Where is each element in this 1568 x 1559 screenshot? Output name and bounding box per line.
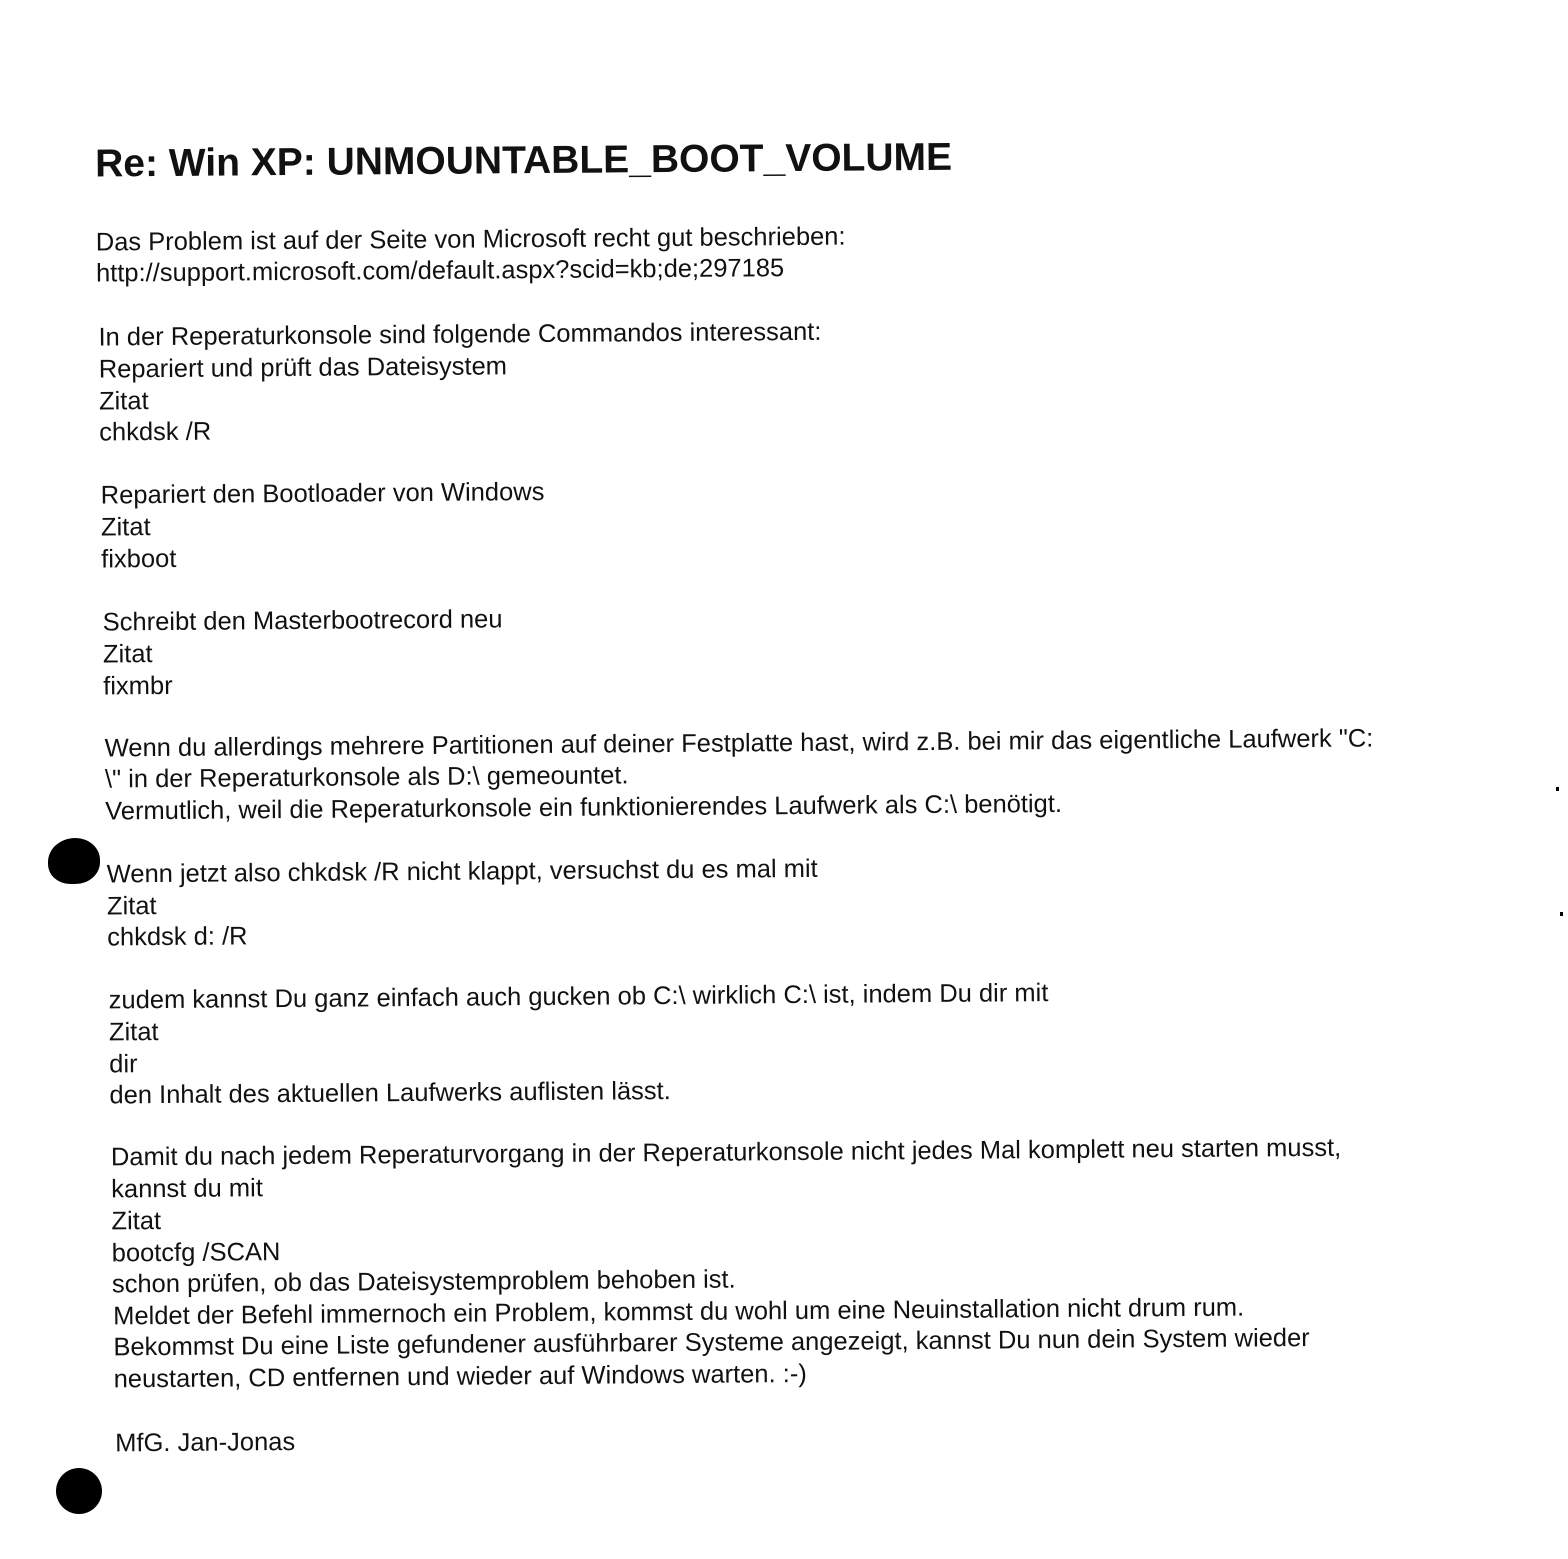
text-line: Bekommst Du eine Liste gefundener ausführbarer Systeme angezeigt, kannst Du nun dein System wieder — [113, 1324, 1310, 1362]
text-line: kannst du mit — [111, 1174, 263, 1204]
text-line: Meldet der Befehl immernoch ein Problem, kommst du wohl um eine Neuinstallation nicht drum rum. — [113, 1293, 1245, 1331]
text-line: fixboot — [101, 544, 177, 574]
text-line: Wenn jetzt also chkdsk /R nicht klappt, versuchst du es mal mit — [106, 854, 818, 889]
text-line: \" in der Reperaturkonsole als D:\ gemeountet. — [104, 761, 629, 794]
text-line: Zitat — [102, 640, 153, 669]
punch-hole-mark — [48, 838, 100, 884]
text-line: Zitat — [108, 1018, 159, 1047]
text-line: In der Reperaturkonsole sind folgende Commandos interessant: — [98, 317, 822, 352]
signature-line: MfG. Jan-Jonas — [115, 1427, 296, 1458]
text-line: Repariert den Bootloader von Windows — [100, 477, 545, 510]
text-line: chkdsk d: /R — [107, 922, 248, 952]
scan-speck — [1560, 912, 1563, 916]
text-line: http://support.microsoft.com/default.aspx?scid=kb;de;297185 — [95, 254, 785, 288]
text-line: bootcfg /SCAN — [111, 1238, 281, 1268]
text-line: Zitat — [98, 387, 149, 416]
text-line: neustarten, CD entfernen und wieder auf Windows warten. :-) — [113, 1359, 807, 1394]
text-line: Repariert und prüft das Dateisystem — [98, 352, 508, 384]
page-title: Re: Win XP: UNMOUNTABLE_BOOT_VOLUME — [94, 135, 953, 186]
scan-speck — [1556, 787, 1559, 791]
text-line: Zitat — [100, 513, 151, 542]
text-line: den Inhalt des aktuellen Laufwerks auflisten lässt. — [109, 1077, 671, 1110]
text-line: schon prüfen, ob das Dateisystemproblem behoben ist. — [111, 1265, 736, 1299]
text-line: Schreibt den Masterbootrecord neu — [102, 605, 503, 637]
text-line: Wenn du allerdings mehrere Partitionen auf deiner Festplatte hast, wird z.B. bei mir das eigentliche Laufwerk "C: — [104, 724, 1374, 763]
text-line: dir — [109, 1050, 138, 1079]
text-line: Das Problem ist auf der Seite von Microsoft recht gut beschrieben: — [95, 222, 846, 257]
text-line: Damit du nach jedem Reperaturvorgang in der Reperaturkonsole nicht jedes Mal komplett neu starten musst, — [110, 1133, 1342, 1172]
text-line: Vermutlich, weil die Reperaturkonsole ein funktionierendes Laufwerk als C:\ benötigt. — [105, 789, 1063, 826]
text-line: Zitat — [111, 1207, 162, 1236]
punch-hole-mark — [56, 1468, 102, 1514]
text-line: zudem kannst Du ganz einfach auch gucken ob C:\ wirklich C:\ ist, indem Du dir mit — [108, 979, 1049, 1015]
text-line: chkdsk /R — [99, 417, 212, 447]
text-line: fixmbr — [103, 671, 173, 701]
text-line: Zitat — [106, 892, 157, 921]
